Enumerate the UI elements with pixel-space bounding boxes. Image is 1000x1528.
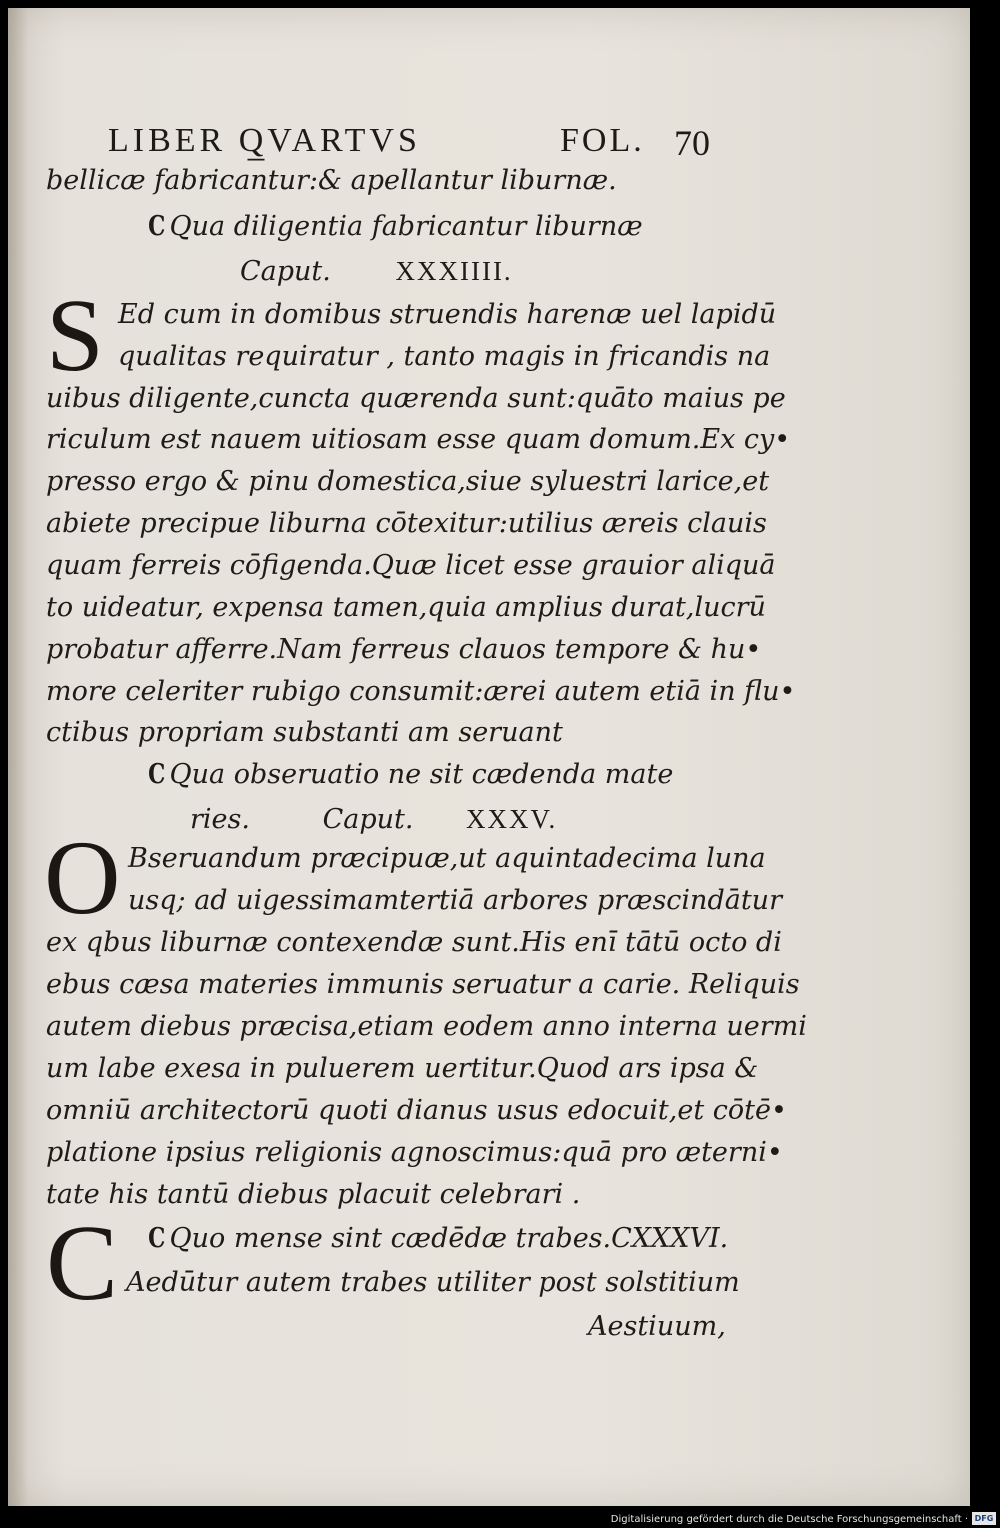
text-line: bellicæ fabricantur:& apellantur liburnæ. — [46, 165, 617, 196]
dfg-logo-icon: DFG — [972, 1512, 996, 1525]
decorated-initial: C — [46, 1204, 119, 1323]
folio-label: FOL. — [560, 122, 645, 159]
rubric-pilcrow-icon: C — [148, 211, 166, 242]
text-line: autem diebus præcisa,etiam eodem anno interna uermi — [46, 1011, 807, 1042]
text-line: omniū architectorū quoti dianus usus edocuit,et cōtē• — [46, 1095, 787, 1126]
footer-bar — [0, 1506, 1000, 1528]
funding-credit: Digitalisierung gefördert durch die Deutsche Forschungsgemeinschaft · — [610, 1514, 968, 1525]
chapter-label — [190, 798, 557, 841]
rubric-pilcrow-icon: C — [148, 1223, 166, 1254]
chapter-label — [240, 250, 513, 293]
text-line: um labe exesa in puluerem uertitur.Quod ars ipsa & — [46, 1053, 759, 1084]
text-line: to uideatur, expensa tamen,quia amplius durat,lucrū — [46, 592, 766, 623]
text-line: more celeriter rubigo consumit:ærei autem etiā in flu• — [46, 676, 796, 707]
rubric-pilcrow-icon: C — [148, 759, 166, 790]
text-line: usq; ad uigessimamtertiā arbores præscindātur — [128, 885, 782, 916]
text-line: tate his tantū diebus placuit celebrari . — [46, 1179, 581, 1210]
text-line: presso ergo & pinu domestica,siue syluestri larice,et — [46, 466, 770, 497]
caput-label: Caput. — [322, 804, 414, 835]
text-line: ctibus propriam substanti am seruant — [46, 717, 563, 748]
text-line: qualitas requiratur , tanto magis in fricandis na — [118, 341, 771, 372]
catchword: Aestiuum, — [588, 1311, 726, 1342]
rubric-heading — [146, 754, 673, 796]
rubric-heading — [146, 206, 643, 248]
text-line: ebus cæsa materies immunis seruatur a carie. Reliquis — [46, 969, 800, 1000]
text-line: uibus diligente,cuncta quærenda sunt:quāto maius pe — [46, 383, 786, 414]
caput-number: XXXV. — [466, 804, 558, 834]
text-line: Ed cum in domibus struendis harenæ uel lapidū — [118, 299, 777, 330]
text-line: platione ipsius religionis agnoscimus:quā pro æterni• — [46, 1137, 783, 1168]
text-line: riculum est nauem uitiosam esse quam domum.Ex cy• — [46, 424, 791, 455]
text-line: probatur afferre.Nam ferreus clauos tempore & hu• — [46, 634, 762, 665]
text-line: quam ferreis cōfigenda.Quæ licet esse grauior aliquā — [46, 550, 776, 581]
caput-number: XXXIIII. — [395, 256, 513, 286]
rubric-heading — [146, 1218, 728, 1260]
page-gutter-shadow — [8, 8, 28, 1506]
text-line: abiete precipue liburna cōtexitur:utilius æreis clauis — [46, 508, 767, 539]
text-line: ex qbus liburnæ contexendæ sunt.His enī tātū octo di — [46, 927, 782, 958]
rubric-text: Quo mense sint cædēdæ trabes.CXXXVI. — [169, 1223, 729, 1254]
rubric-text: Qua obseruatio ne sit cædenda mate — [169, 759, 674, 790]
running-title: LIBER Q̲VARTVS — [108, 122, 421, 159]
decorated-initial: S — [46, 278, 104, 393]
caput-label: Caput. — [240, 256, 331, 287]
text-line: Bseruandum præcipuæ,ut aquintadecima luna — [128, 843, 766, 874]
decorated-initial: O — [44, 819, 121, 936]
rubric-text: Qua diligentia fabricantur liburnæ — [169, 211, 643, 242]
rubric-text-continued: ries. — [190, 804, 250, 835]
folio-number: 70 — [674, 123, 710, 163]
text-line: Aedūtur autem trabes utiliter post solstitium — [126, 1267, 740, 1298]
